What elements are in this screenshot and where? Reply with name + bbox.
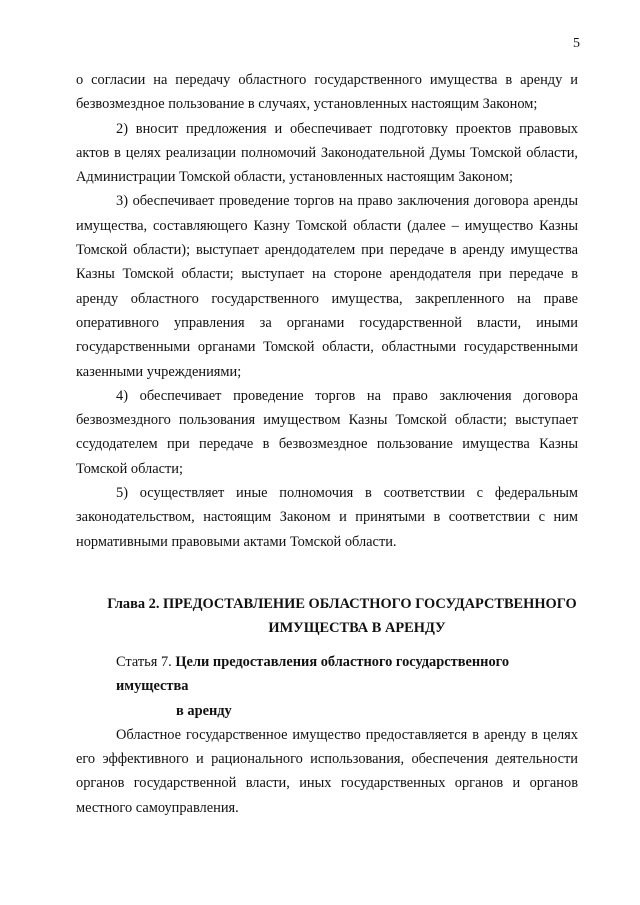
paragraph-item-4: 4) обеспечивает проведение торгов на право заключения договора безвозмездного пользования имуществом Казны Томской области; выступает ссудодателем при передаче в безвозмездное пользование имущества Казны Томской области; (76, 387, 578, 477)
paragraph-item-3: 3) обеспечивает проведение торгов на право заключения договора аренды имущества, составляющего Казну Томской области (далее – имущество Казны Томской области); выступает арендодателем при передаче в аренду имущества Казны Томской области; выступает на стороне арендодателя при передаче в аренду областного государственного имущества, закрепленного на праве оперативного управления за органами государственной власти, иными государственными органами Томской области, областными государственными казенными учреждениями; (76, 193, 578, 380)
chapter-heading-line-2: ИМУЩЕСТВА В АРЕНДУ (268, 619, 446, 636)
paragraph-consent: о согласии на передачу областного государственного имущества в аренду и безвозмездное пользование в случаях, установленных настоящим Законом; (76, 72, 578, 113)
chapter-heading (76, 592, 578, 640)
paragraph-item-5: 5) осуществляет иные полномочия в соответствии с федеральным законодательством, настоящим Законом и принятыми в соответствии с ним нормативными правовыми актами Томской области. (76, 485, 578, 550)
article-label: Статья 7. (116, 653, 172, 670)
paragraph-item-2: 2) вносит предложения и обеспечивает подготовку проектов правовых актов в целях реализации полномочий Законодательной Думы Томской области, Администрации Томской области, установленных настоящим Законом; (76, 120, 578, 186)
article-paragraph: Областное государственное имущество предоставляется в аренду в целях его эффективного и рационального использования, обеспечения деятельности органов государственной власти, иных государственных органов и органов местного самоуправления. (76, 726, 578, 816)
chapter-heading-line-1: Глава 2. ПРЕДОСТАВЛЕНИЕ ОБЛАСТНОГО ГОСУДАРСТВЕННОГО (107, 595, 577, 612)
article-title-continued: в аренду (176, 702, 232, 719)
page-number: 5 (573, 36, 580, 51)
article-heading (76, 650, 578, 723)
article-title: Цели предоставления областного государственного имущества (116, 653, 510, 695)
document-body (76, 68, 578, 820)
